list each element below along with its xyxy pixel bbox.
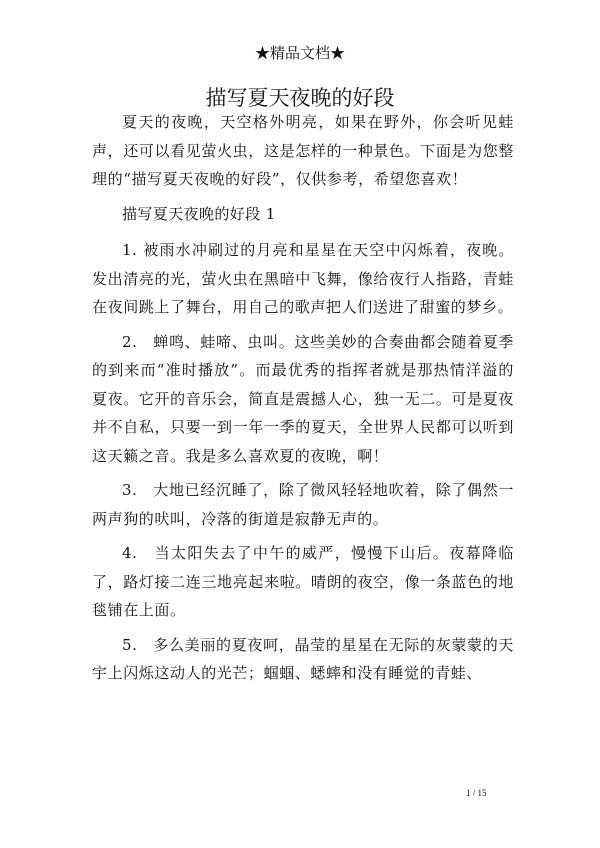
paragraph-1: 1. 被雨水冲刷过的月亮和星星在天空中闪烁着，夜晚。发出清亮的光，萤火虫在黑暗中飞舞，像给夜行人指路，青蛙在夜间跳上了舞台，用自己的歌声把人们送进了甜蜜的梦乡。 (92, 241, 514, 316)
intro-paragraph: 夏天的夜晚，天空格外明亮，如果在野外，你会听见蛙声，还可以看见萤火虫，这是怎样的一种景色。下面是为您整理的“描写夏天夜晚的好段”，仅供参考，希望您喜欢！ (92, 113, 514, 188)
paragraph-5: 5. 多么美丽的夏夜呵，晶莹的星星在无际的灰蒙蒙的天宇上闪烁这动人的光芒；蝈蝈、蟋蟀和没有睡觉的青蛙、 (92, 635, 514, 682)
header-mark: ★精品文档★ (254, 44, 345, 62)
paragraph-2: 2. 蝉鸣、蛙啼、虫叫。这些美妙的合奏曲都会随着夏季的到来而“准时播放”。而最优秀的指挥者就是那热情洋溢的夏夜。它开的音乐会，简直是震撼人心，独一无二。可是夏夜并不自私，只要一到一年一季的夏天，全世界人民都可以听到这天籁之音。我是多么喜欢夏的夜晚，啊！ (92, 332, 514, 465)
document-body (92, 108, 514, 694)
paragraph-3: 3. 大地已经沉睡了，除了微风轻轻地吹着，除了偶然一两声狗的吠叫，冷落的街道是寂静无声的。 (92, 481, 514, 528)
paragraph-4: 4. 当太阳失去了中午的威严，慢慢下山后。夜幕降临了，路灯接二连三地亮起来啦。晴朗的夜空，像一条蓝色的地毯铺在上面。 (92, 544, 514, 619)
page-number: 1 / 15 (466, 788, 487, 798)
section-heading: 描写夏天夜晚的好段 1 (122, 204, 276, 223)
page-title: 描写夏天夜晚的好段 (205, 86, 395, 111)
